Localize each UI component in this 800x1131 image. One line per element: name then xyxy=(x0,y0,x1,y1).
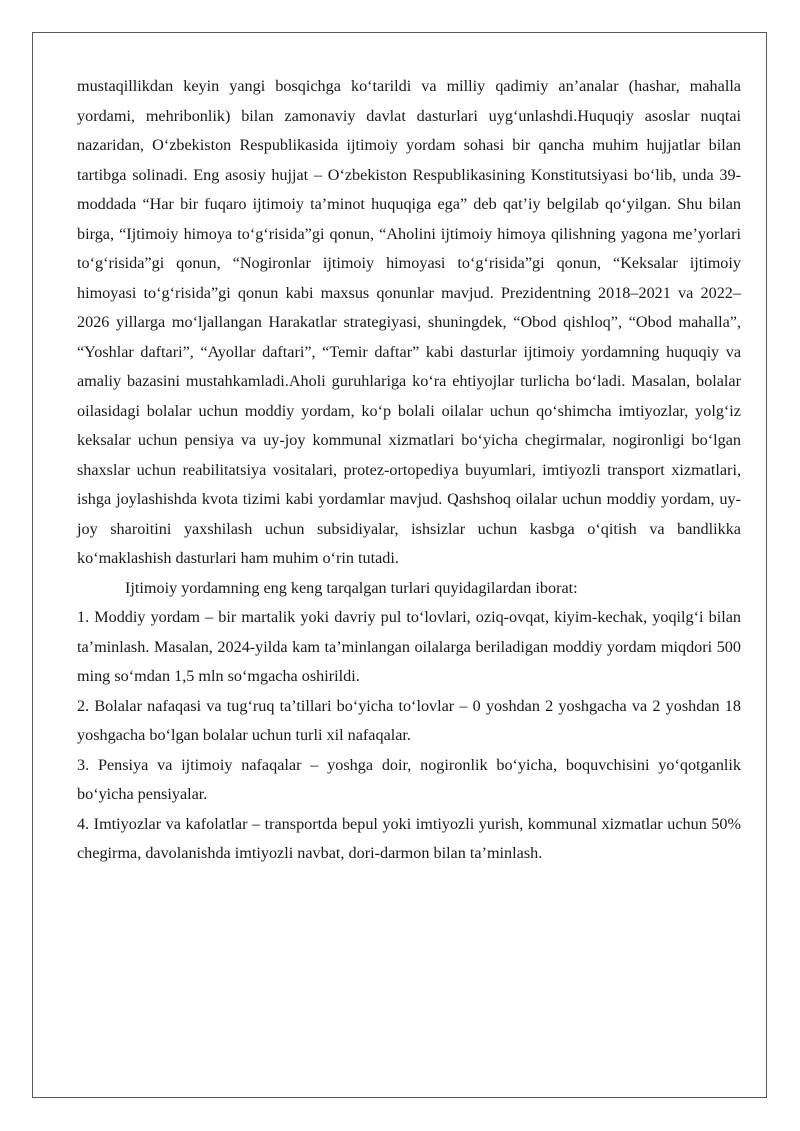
list-item-privileges: 4. Imtiyozlar va kafolatlar – transportda bepul yoki imtiyozli yurish, kommunal xizmatlar uchun 50% chegirma, davolanishda imtiyozli navbat, dori-darmon bilan ta’minlash. xyxy=(77,814,741,862)
paragraph-types-intro: Ijtimoiy yordamning eng keng tarqalgan turlari quyidagilardan iborat: xyxy=(125,578,578,597)
list-item-material-aid: 1. Moddiy yordam – bir martalik yoki davriy pul toʻlovlari, oziq-ovqat, kiyim-kechak, yoqilgʻi bilan ta’minlash. Masalan, 2024-yilda kam ta’minlangan oilalarga beriladigan moddiy yordam miqdori 500 ming soʻmdan 1,5 mln soʻmgacha oshirildi. xyxy=(77,608,741,685)
document-body xyxy=(77,72,741,869)
list-item-child-benefits: 2. Bolalar nafaqasi va tugʻruq ta’tillari boʻyicha toʻlovlar – 0 yoshdan 2 yoshgacha va 2 yoshdan 18 yoshgacha boʻlgan bolalar uchun turli xil nafaqalar. xyxy=(77,696,741,744)
paragraph-legal-basis: mustaqillikdan keyin yangi bosqichga koʻtarildi va milliy qadimiy an’analar (hashar, mahalla yordami, mehribonlik) bilan zamonaviy davlat dasturlari uygʻunlashdi.Huquqiy asoslar nuqtai nazaridan, Oʻzbekiston Respublikasida ijtimoiy yordam sohasi bir qancha muhim hujjatlar bilan tartibga solinadi. Eng asosiy hujjat – Oʻzbekiston Respublikasining Konstitutsiyasi boʻlib, unda 39-moddada “Har bir fuqaro ijtimoiy ta’minot huquqiga ega” deb qat’iy belgilab qoʻyilgan. Shu bilan birga, “Ijtimoiy himoya toʻgʻrisida”gi qonun, “Aholini ijtimoiy himoya qilishning yagona me’yorlari toʻgʻrisida”gi qonun, “Nogironlar ijtimoiy himoyasi toʻgʻrisida”gi qonun, “Keksalar ijtimoiy himoyasi toʻgʻrisida”gi qonun kabi maxsus qonunlar mavjud. Prezidentning 2018–2021 va 2022–2026 yillarga moʻljallangan Harakatlar strategiyasi, shuningdek, “Obod qishloq”, “Obod mahalla”, “Yoshlar daftari”, “Ayollar daftari”, “Temir daftar” kabi dasturlar ijtimoiy yordamning huquqiy va amaliy bazasini mustahkamladi.Aholi guruhlariga koʻra ehtiyojlar turlicha boʻladi. Masalan, bolalar oilasidagi bolalar uchun moddiy yordam, koʻp bolali oilalar uchun qoʻshimcha imtiyozlar, yolgʻiz keksalar uchun pensiya va uy-joy kommunal xizmatlari boʻyicha chegirmalar, nogironligi boʻlgan shaxslar uchun reabilitatsiya vositalari, protez-ortopediya buyumlari, imtiyozli transport xizmatlari, ishga joylashishda kvota tizimi kabi yordamlar mavjud. Qashshoq oilalar uchun moddiy yordam, uy-joy sharoitini yaxshilash uchun subsidiyalar, ishsizlar uchun kasbga oʻqitish va bandlikka koʻmaklashish dasturlari ham muhim oʻrin tutadi. xyxy=(77,77,741,567)
list-item-pensions: 3. Pensiya va ijtimoiy nafaqalar – yoshga doir, nogironlik boʻyicha, boquvchisini yoʻqotganlik boʻyicha pensiyalar. xyxy=(77,755,741,803)
